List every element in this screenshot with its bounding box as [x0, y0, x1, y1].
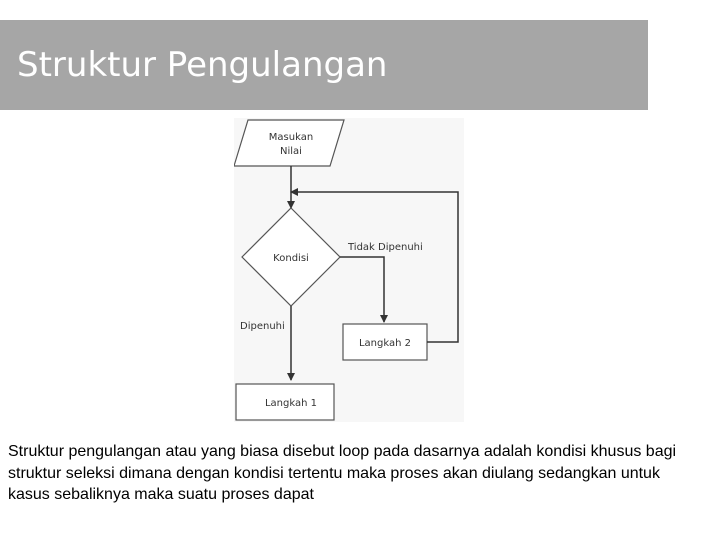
- step1-label: Langkah 1: [264, 398, 318, 409]
- slide-body-text: Struktur pengulangan atau yang biasa disebut loop pada dasarnya adalah kondisi khusus bagi struktur seleksi dimana dengan kondisi tertentu maka proses akan diulang sedangkan untuk kasus sebaliknya maka suatu proses dapat: [8, 443, 677, 503]
- input-label-line2: Nilai: [280, 146, 302, 157]
- input-parallelogram: [234, 120, 344, 166]
- not-satisfied-label: Tidak Dipenuhi: [348, 242, 423, 253]
- satisfied-label: Dipenuhi: [240, 321, 285, 332]
- flowchart: [234, 118, 464, 422]
- input-label-line1: Masukan: [268, 132, 314, 143]
- condition-label: Kondisi: [273, 253, 309, 264]
- slide-title: Struktur Pengulangan: [17, 45, 388, 85]
- arrow-condition-to-step2: [340, 257, 384, 322]
- step2-label: Langkah 2: [358, 338, 412, 349]
- flowchart-svg: [234, 118, 464, 422]
